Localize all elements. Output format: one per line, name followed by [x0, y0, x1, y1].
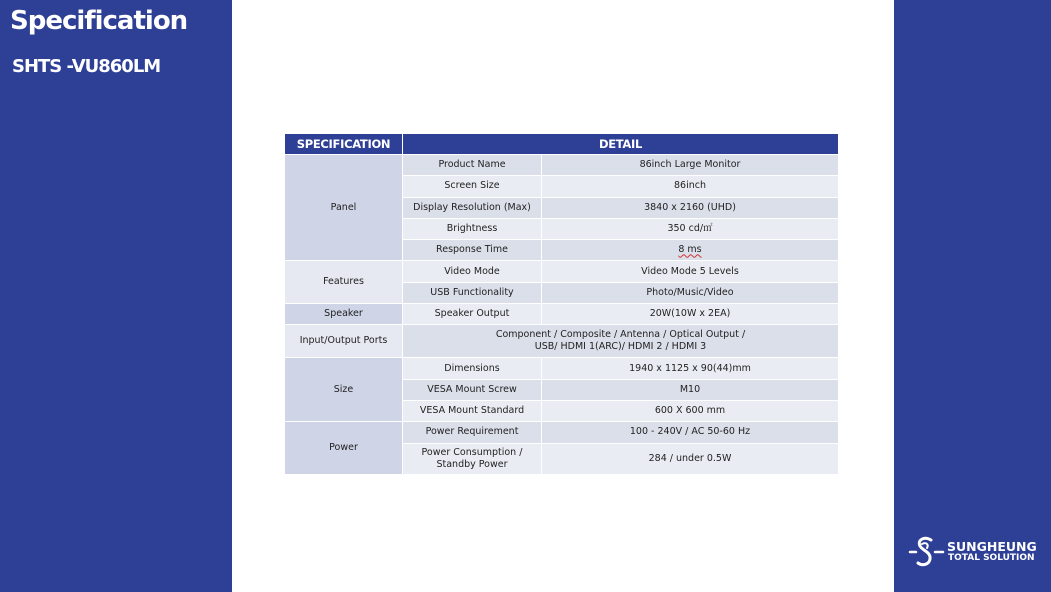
table-row — [285, 261, 839, 282]
value-io-ports — [403, 325, 839, 358]
category-size: Size — [285, 358, 403, 422]
logo-text-secondary: TOTAL SOLUTION — [948, 553, 1035, 563]
item-vesa-mount-screw: VESA Mount Screw — [403, 379, 542, 400]
sungheung-logo-icon — [906, 534, 946, 570]
table-row — [285, 155, 839, 176]
item-screen-size: Screen Size — [403, 176, 542, 197]
model-number: SHTS -VU860LM — [12, 56, 161, 77]
specification-table — [284, 133, 839, 475]
io-ports-line-2: USB/ HDMI 1(ARC)/ HDMI 2 / HDMI 3 — [534, 341, 707, 353]
value-video-mode: Video Mode 5 Levels — [542, 261, 839, 282]
category-features: Features — [285, 261, 403, 304]
category-speaker: Speaker — [285, 304, 403, 325]
item-dimensions: Dimensions — [403, 358, 542, 379]
header-detail: DETAIL — [403, 134, 839, 155]
io-ports-line-1: Component / Composite / Antenna / Optical Output / — [495, 329, 746, 341]
power-consumption-line-2: Standby Power — [436, 458, 508, 470]
value-speaker-output: 20W(10W x 2EA) — [542, 304, 839, 325]
left-sidebar-panel — [0, 0, 232, 592]
value-display-resolution: 3840 x 2160 (UHD) — [542, 197, 839, 218]
item-usb-functionality: USB Functionality — [403, 282, 542, 303]
table-row — [285, 358, 839, 379]
value-usb-functionality: Photo/Music/Video — [542, 282, 839, 303]
category-panel: Panel — [285, 155, 403, 261]
value-dimensions: 1940 x 1125 x 90(44)mm — [542, 358, 839, 379]
header-specification: SPECIFICATION — [285, 134, 403, 155]
value-product-name: 86inch Large Monitor — [542, 155, 839, 176]
value-vesa-mount-standard: 600 X 600 mm — [542, 400, 839, 421]
item-product-name: Product Name — [403, 155, 542, 176]
item-vesa-mount-standard: VESA Mount Standard — [403, 400, 542, 421]
logo-text-primary: SUNGHEUNG — [947, 539, 1037, 554]
item-display-resolution: Display Resolution (Max) — [403, 197, 542, 218]
value-vesa-mount-screw: M10 — [542, 379, 839, 400]
item-brightness: Brightness — [403, 218, 542, 239]
item-video-mode: Video Mode — [403, 261, 542, 282]
page-title: Specification — [10, 6, 188, 36]
response-time-text: 8 ms — [678, 244, 702, 256]
value-response-time — [542, 240, 839, 261]
right-sidebar-panel — [894, 0, 1051, 592]
item-response-time: Response Time — [403, 240, 542, 261]
table-row — [285, 422, 839, 443]
item-power-consumption — [403, 443, 542, 474]
value-power-requirement: 100 - 240V / AC 50-60 Hz — [542, 422, 839, 443]
table-row — [285, 325, 839, 358]
category-power: Power — [285, 422, 403, 474]
table-row — [285, 304, 839, 325]
category-io-ports: Input/Output Ports — [285, 325, 403, 358]
value-screen-size: 86inch — [542, 176, 839, 197]
value-power-consumption: 284 / under 0.5W — [542, 443, 839, 474]
item-power-requirement: Power Requirement — [403, 422, 542, 443]
value-brightness: 350 cd/㎡ — [542, 218, 839, 239]
table-header-row — [285, 134, 839, 155]
company-logo — [906, 534, 1046, 570]
item-speaker-output: Speaker Output — [403, 304, 542, 325]
power-consumption-line-1: Power Consumption / — [421, 446, 523, 458]
